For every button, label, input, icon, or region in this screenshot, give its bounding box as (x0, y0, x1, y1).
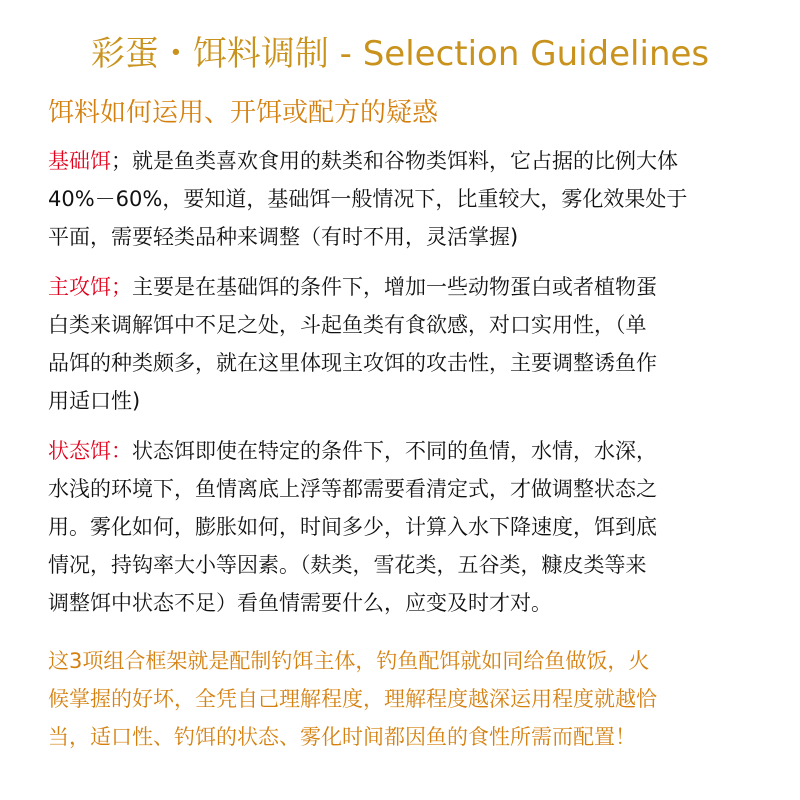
conclusion-line: 当，适口性、钓饵的状态、雾化时间都因鱼的食性所需而配置！ (48, 725, 636, 749)
section-term: 主攻饵； (48, 275, 132, 299)
section-line (48, 432, 783, 470)
conclusion (48, 642, 783, 756)
section-line: 调整饵中状态不足）看鱼情需要什么，应变及时才对。 (48, 591, 552, 615)
section-line: 品饵的种类颇多，就在这里体现主攻饵的攻击性，主要调整诱鱼作 (48, 351, 657, 375)
conclusion-line: 候掌握的好坏，全凭自己理解程度，理解程度越深运用程度就越恰 (48, 687, 657, 711)
section-line (48, 268, 783, 306)
section-line: 40%－60%，要知道，基础饵一般情况下，比重较大，雾化效果处于 (48, 187, 688, 211)
section-line: 情况，持钩率大小等因素。（麸类，雪花类，五谷类，糠皮类等来 (48, 553, 647, 577)
section-state-bait (48, 432, 783, 622)
section-term: 基础饵 (48, 149, 111, 173)
page-subtitle: 饵料如何运用、开饵或配方的疑惑 (48, 98, 439, 128)
section-line: 用。雾化如何，膨胀如何，时间多少，计算入水下降速度，饵到底 (48, 515, 657, 539)
section-text: ；就是鱼类喜欢食用的麸类和谷物类饵料，它占据的比例大体 (111, 149, 678, 173)
section-term: 状态饵： (48, 439, 132, 463)
section-main-attack-bait (48, 268, 783, 420)
section-text: 主要是在基础饵的条件下，增加一些动物蛋白或者植物蛋 (132, 275, 657, 299)
section-line (48, 142, 783, 180)
conclusion-line: 这3项组合框架就是配制钓饵主体，钓鱼配饵就如同给鱼做饭，火 (48, 649, 650, 673)
section-line: 白类来调解饵中不足之处，斗起鱼类有食欲感，对口实用性，（单 (48, 313, 647, 337)
section-text: 状态饵即使在特定的条件下，不同的鱼情，水情，水深， (132, 439, 657, 463)
section-base-bait (48, 142, 783, 256)
page-title: 彩蛋・饵料调制 - Selection Guidelines (90, 34, 710, 74)
section-line: 用适口性) (48, 389, 141, 413)
section-line: 水浅的环境下，鱼情离底上浮等都需要看清定式，才做调整状态之 (48, 477, 657, 501)
section-line: 平面，需要轻类品种来调整（有时不用，灵活掌握) (48, 225, 519, 249)
